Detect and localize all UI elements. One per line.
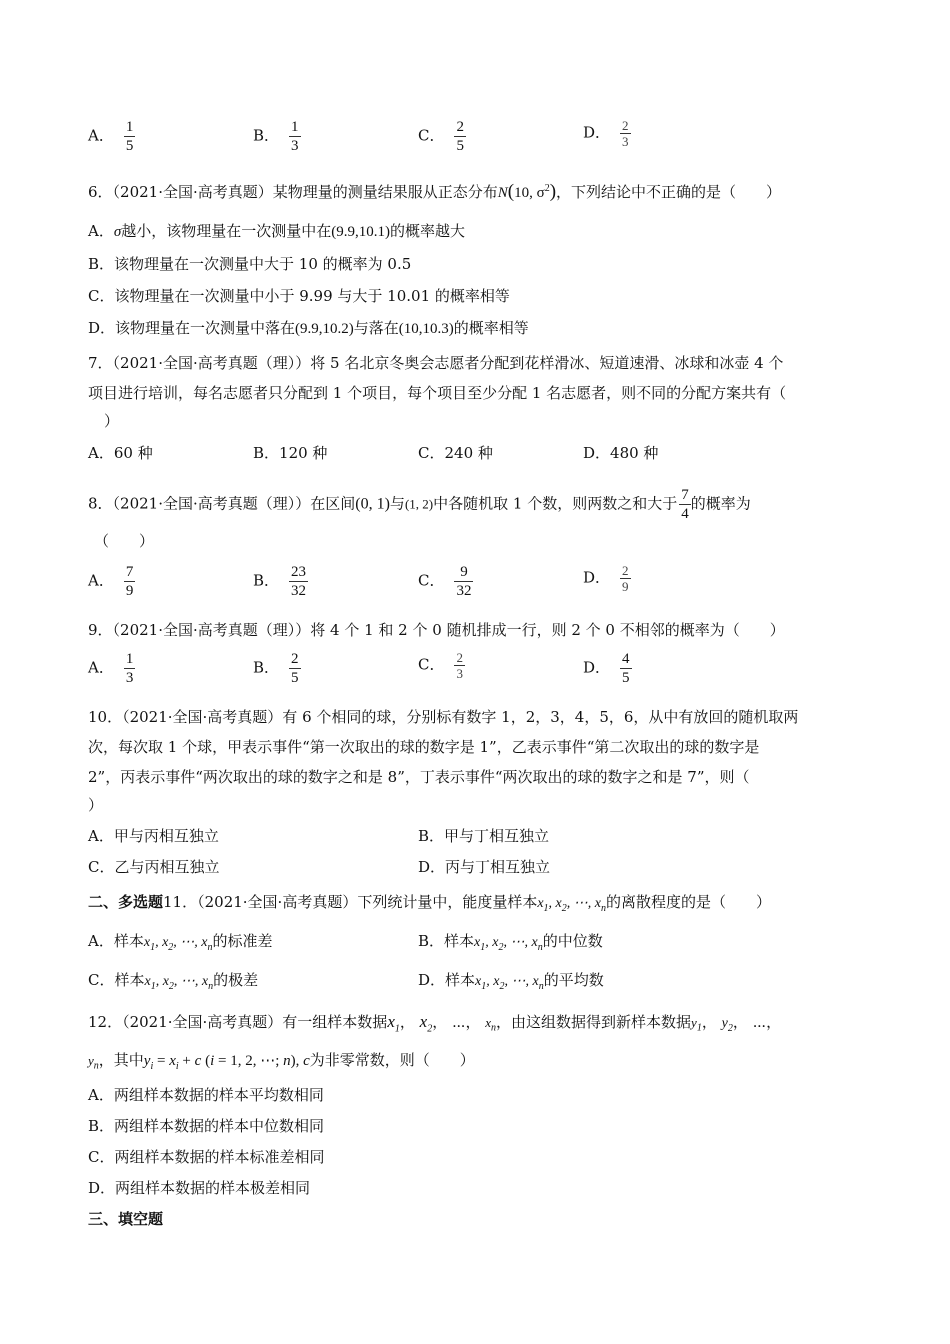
q11-option-a: A．样本$x_1$, $x_2$, ⋯, $x_n$的标准差 xyxy=(88,932,273,953)
q7-stem-line2: 项目进行培训，每名志愿者只分配到 1 个项目，每个项目至少分配 1 名志愿者，则不同的分配方案共有（ xyxy=(88,384,787,402)
q12-stem-line1: 12．（2021·全国·高考真题）有一组样本数据$x_1$， $x_2$， ⋯， $x_n$，由这组数据得到新样本数据$y_1$， $y_2$， ⋯， xyxy=(88,1012,782,1035)
q12-option-b: B．两组样本数据的样本中位数相同 xyxy=(88,1117,325,1135)
q9-stem: 9．（2021·全国·高考真题（理））将 4 个 1 和 2 个 0 随机排成一行，则 2 个 0 不相邻的概率为（ ） xyxy=(88,621,785,639)
q6-option-a: A．σ越小，该物理量在一次测量中在(9.9,10.1)的概率越大 xyxy=(88,222,466,240)
q12-option-a: A．两组样本数据的样本平均数相同 xyxy=(88,1086,324,1104)
q10-stem-line4: ） xyxy=(88,796,104,814)
q6-option-c: C．该物理量在一次测量中小于 9.99 与大于 10.01 的概率相等 xyxy=(88,287,510,305)
q12-option-c: C．两组样本数据的样本标准差相同 xyxy=(88,1148,325,1166)
q9-option-a: A． $\frac{1}{3}$ xyxy=(88,651,134,686)
q11-stem: 二、多选题11．（2021·全国·高考真题）下列统计量中，能度量样本$x_1$, $x_2$, ⋯, $x_n$的离散程度的是（ ） xyxy=(88,893,771,914)
q5-option-b: B． $\frac{1}{3}$ xyxy=(253,119,299,154)
q7-stem-line3: ） xyxy=(104,412,120,430)
q7-stem-line1: 7．（2021·全国·高考真题（理））将 5 名北京冬奥会志愿者分配到花样滑冰、短道速滑、冰球和冰壶 4 个 xyxy=(88,354,784,372)
q12-stem-line2: $y_n$，其中$y_i = x_i + c$ (i = 1, 2, ⋯; n), c为非零常数，则（ ） xyxy=(88,1051,475,1072)
q10-stem-line3: 2”，丙表示事件“两次取出的球的数字之和是 8”，丁表示事件“两次取出的球的数字之和是 7”，则（ xyxy=(88,768,750,786)
q8-option-c: C． $\frac{9}{32}$ xyxy=(418,564,472,599)
q6-stem: 6．（2021·全国·高考真题）某物理量的测量结果服从正态分布N(10, $\sigma^2$)，下列结论中不正确的是（ ） xyxy=(88,181,782,202)
q10-option-c: C．乙与丙相互独立 xyxy=(88,858,220,876)
section-3-title: 三、填空题 xyxy=(88,1210,164,1228)
q8-option-d: D． $\frac{2}{9}$ xyxy=(583,563,629,594)
q12-option-d: D．两组样本数据的样本极差相同 xyxy=(88,1179,311,1197)
q10-stem-line1: 10．（2021·全国·高考真题）有 6 个相同的球，分别标有数字 1，2，3，4，5，6，从中有放回的随机取两 xyxy=(88,708,799,726)
q10-option-b: B．甲与丁相互独立 xyxy=(418,827,550,845)
q5-option-a: A． $\frac{1}{5}$ xyxy=(88,119,134,154)
q7-option-c: C．240 种 xyxy=(418,444,493,462)
q5-option-d: D． $\frac{2}{3}$ xyxy=(583,118,629,149)
q9-option-b: B． $\frac{2}{5}$ xyxy=(253,651,299,686)
q10-stem-line2: 次，每次取 1 个球，甲表示事件“第一次取出的球的数字是 1”，乙表示事件“第二次取出的球的数字是 xyxy=(88,738,760,756)
q7-option-d: D．480 种 xyxy=(583,444,659,462)
q10-option-d: D．丙与丁相互独立 xyxy=(418,858,551,876)
q8-stem-line2: （ ） xyxy=(94,532,155,550)
q7-option-a: A．60 种 xyxy=(88,444,153,462)
q7-option-b: B．120 种 xyxy=(253,444,328,462)
q10-option-a: A．甲与丙相互独立 xyxy=(88,827,219,845)
q11-option-d: D．样本$x_1$, $x_2$, ⋯, $x_n$的平均数 xyxy=(418,971,604,992)
q8-option-b: B． $\frac{23}{32}$ xyxy=(253,564,307,599)
q9-option-c: C． $\frac{2}{3}$ xyxy=(418,650,463,681)
section-2-title: 二、多选题 xyxy=(88,893,164,911)
q5-option-c: C． $\frac{2}{5}$ xyxy=(418,119,464,154)
q8-stem: 8．（2021·全国·高考真题（理））在区间(0, 1)与(1, 2)中各随机取 1 个数，则两数之和大于 $\frac{7}{4}$ 的概率为 xyxy=(88,487,751,522)
q11-option-b: B．样本$x_1$, $x_2$, ⋯, $x_n$的中位数 xyxy=(418,932,603,953)
q6-option-b: B．该物理量在一次测量中大于 10 的概率为 0.5 xyxy=(88,255,412,273)
q11-option-c: C．样本$x_1$, $x_2$, ⋯, $x_n$的极差 xyxy=(88,971,259,992)
q9-option-d: D． $\frac{4}{5}$ xyxy=(583,651,630,686)
q8-option-a: A． $\frac{7}{9}$ xyxy=(88,564,134,599)
q6-option-d: D．该物理量在一次测量中落在(9.9,10.2)与落在(10,10.3)的概率相等 xyxy=(88,319,529,337)
